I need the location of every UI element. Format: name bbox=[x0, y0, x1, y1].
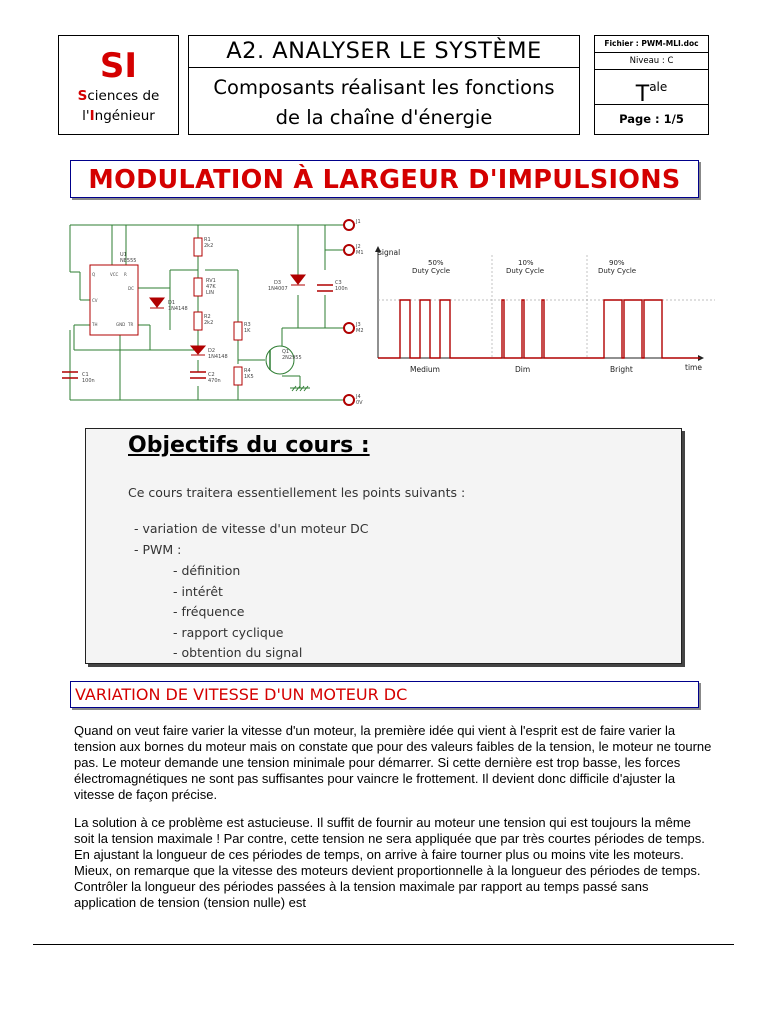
objective-subitem-1: - définition bbox=[173, 563, 241, 578]
ic-pin-tr: TR bbox=[128, 322, 134, 327]
level-label: Niveau : C bbox=[595, 53, 708, 70]
grade-label: $T^{ale}$ bbox=[595, 70, 708, 105]
x-axis-label: time bbox=[685, 363, 702, 372]
label-q1-value: 2N2955 bbox=[282, 355, 302, 361]
duty-medium: 50% bbox=[428, 259, 444, 267]
figure-area bbox=[60, 210, 720, 415]
connectors bbox=[344, 220, 354, 405]
label-j1: J1 bbox=[356, 219, 361, 225]
label-d3-value: 1N4007 bbox=[268, 286, 288, 292]
label-rv1-value: 47K bbox=[206, 284, 216, 290]
objective-item-2: - PWM : bbox=[134, 542, 182, 557]
label-r2-value: 2k2 bbox=[204, 320, 214, 326]
objective-subitem-4: - rapport cyclique bbox=[173, 625, 284, 640]
footer-rule bbox=[33, 944, 734, 945]
waveform-medium bbox=[378, 300, 480, 358]
header-title-box bbox=[188, 35, 580, 135]
ground-symbol bbox=[290, 386, 310, 391]
pwm-signal-diagram bbox=[375, 246, 715, 374]
objective-subitem-3: - fréquence bbox=[173, 604, 245, 619]
logo-line-2: l'Ingénieur bbox=[82, 108, 155, 124]
ic-pin-r: R bbox=[124, 272, 127, 277]
main-title: MODULATION À LARGEUR D'IMPULSIONS bbox=[70, 160, 699, 198]
duty-caption-bright: Duty Cycle bbox=[598, 267, 637, 275]
label-d3: D3 bbox=[274, 280, 282, 286]
label-c2-value: 470n bbox=[208, 378, 221, 384]
logo-line-1: Sciences de bbox=[77, 88, 160, 104]
objectives-title: Objectifs du cours : bbox=[128, 433, 370, 458]
duty-bright: 90% bbox=[609, 259, 625, 267]
label-rv1: RV1 bbox=[206, 278, 216, 284]
chapter-subtitle: Composants réalisant les fonctions de la chaîne d'énergie bbox=[213, 76, 555, 129]
duty-caption-medium: Duty Cycle bbox=[412, 267, 451, 275]
ic-pin-vcc: VCC bbox=[110, 272, 119, 277]
duty-caption-dim: Duty Cycle bbox=[506, 267, 545, 275]
header-logo-box bbox=[58, 35, 179, 135]
group-label-dim: Dim bbox=[515, 365, 531, 374]
label-c1: C1 bbox=[82, 372, 89, 378]
objectives-box bbox=[85, 428, 682, 664]
label-u1: U1 bbox=[120, 252, 127, 258]
section-title: VARIATION DE VITESSE D'UN MOTEUR DC bbox=[70, 681, 699, 708]
label-j3: J3 bbox=[356, 322, 361, 328]
y-axis-label: signal bbox=[378, 248, 401, 257]
label-rv1-type: LIN bbox=[206, 290, 215, 296]
label-c2: C2 bbox=[208, 372, 215, 378]
ic-pin-gnd: GND bbox=[116, 322, 126, 327]
label-c1-value: 100n bbox=[82, 378, 95, 384]
label-r4: R4 bbox=[244, 368, 251, 374]
header-info-box bbox=[594, 35, 709, 135]
group-label-bright: Bright bbox=[610, 365, 633, 374]
label-d2-value: 1N4148 bbox=[208, 354, 228, 360]
duty-dim: 10% bbox=[518, 259, 534, 267]
label-u1-value: NE555 bbox=[120, 258, 137, 264]
resistors bbox=[194, 238, 242, 385]
label-j4: J4 bbox=[356, 394, 361, 400]
waveform-bright bbox=[582, 300, 700, 358]
label-r2: R2 bbox=[204, 314, 211, 320]
group-label-medium: Medium bbox=[410, 365, 440, 374]
label-r3: R3 bbox=[244, 322, 251, 328]
objectives-intro: Ce cours traitera essentiellement les points suivants : bbox=[128, 485, 466, 500]
paragraph-2: La solution à ce problème est astucieuse. Il suffit de fournir au moteur une tension qui est toujours la même soit la tension maximale ! Par contre, cette tension ne sera appliquée que par très courtes périodes de temps. En ajustant la longueur de ces périodes de temps, on arrive à faire tourner plus ou moins vite les moteurs. Mieux, on remarque que la vitesse des moteurs devient proportionnelle à la longueur des périodes de temps. Contrôler la longueur des périodes passées à la tension maximale par rapport au temps passé sans application de tension (tension nulle) est bbox=[74, 815, 705, 910]
label-d1-value: 1N4148 bbox=[168, 306, 188, 312]
label-c3-value: 100n bbox=[335, 286, 348, 292]
file-name: Fichier : PWM-MLI.doc bbox=[595, 36, 708, 53]
label-m2: M2 bbox=[356, 328, 364, 334]
ic-pin-dc: DC bbox=[128, 286, 134, 291]
label-r3-value: 1K bbox=[244, 328, 251, 334]
objective-subitem-5: - obtention du signal bbox=[173, 645, 303, 660]
objective-item-1: - variation de vitesse d'un moteur DC bbox=[134, 521, 369, 536]
waveform-dim bbox=[480, 300, 582, 358]
objective-subitem-2: - intérêt bbox=[173, 584, 223, 599]
label-r1-value: 2k2 bbox=[204, 243, 214, 249]
paragraph-1: Quand on veut faire varier la vitesse d'un moteur, la première idée qui vient à l'esprit est de faire varier la tension aux bornes du moteur mais on constate que pour des valeurs faibles de la tension, le moteur ne tourne pas. Le moteur demande une tension minimale pour démarrer. Si cette dernière est trop basse, les forces électromagnétiques ne sont pas suffisantes pour vaincre le frottement. Il devient donc difficile d'ajuster la vitesse de façon précise. bbox=[74, 723, 712, 802]
si-logo: SI bbox=[99, 46, 138, 86]
label-j2: J2 bbox=[356, 244, 361, 250]
ic-pin-th: TH bbox=[92, 322, 98, 327]
label-r4-value: 1K5 bbox=[244, 374, 254, 380]
page-number: Page : 1/5 bbox=[619, 112, 684, 126]
label-0v: 0V bbox=[356, 400, 363, 406]
ic-pin-q: Q bbox=[92, 272, 96, 277]
label-d1: D1 bbox=[168, 300, 176, 306]
ic-pin-cv: CV bbox=[92, 298, 98, 303]
label-r1: R1 bbox=[204, 237, 211, 243]
label-c3: C3 bbox=[335, 280, 342, 286]
label-m1: M1 bbox=[356, 250, 364, 256]
label-d2: D2 bbox=[208, 348, 216, 354]
chapter-title: A2. ANALYSER LE SYSTÈME bbox=[189, 36, 579, 68]
label-q1: Q1 bbox=[282, 349, 290, 355]
